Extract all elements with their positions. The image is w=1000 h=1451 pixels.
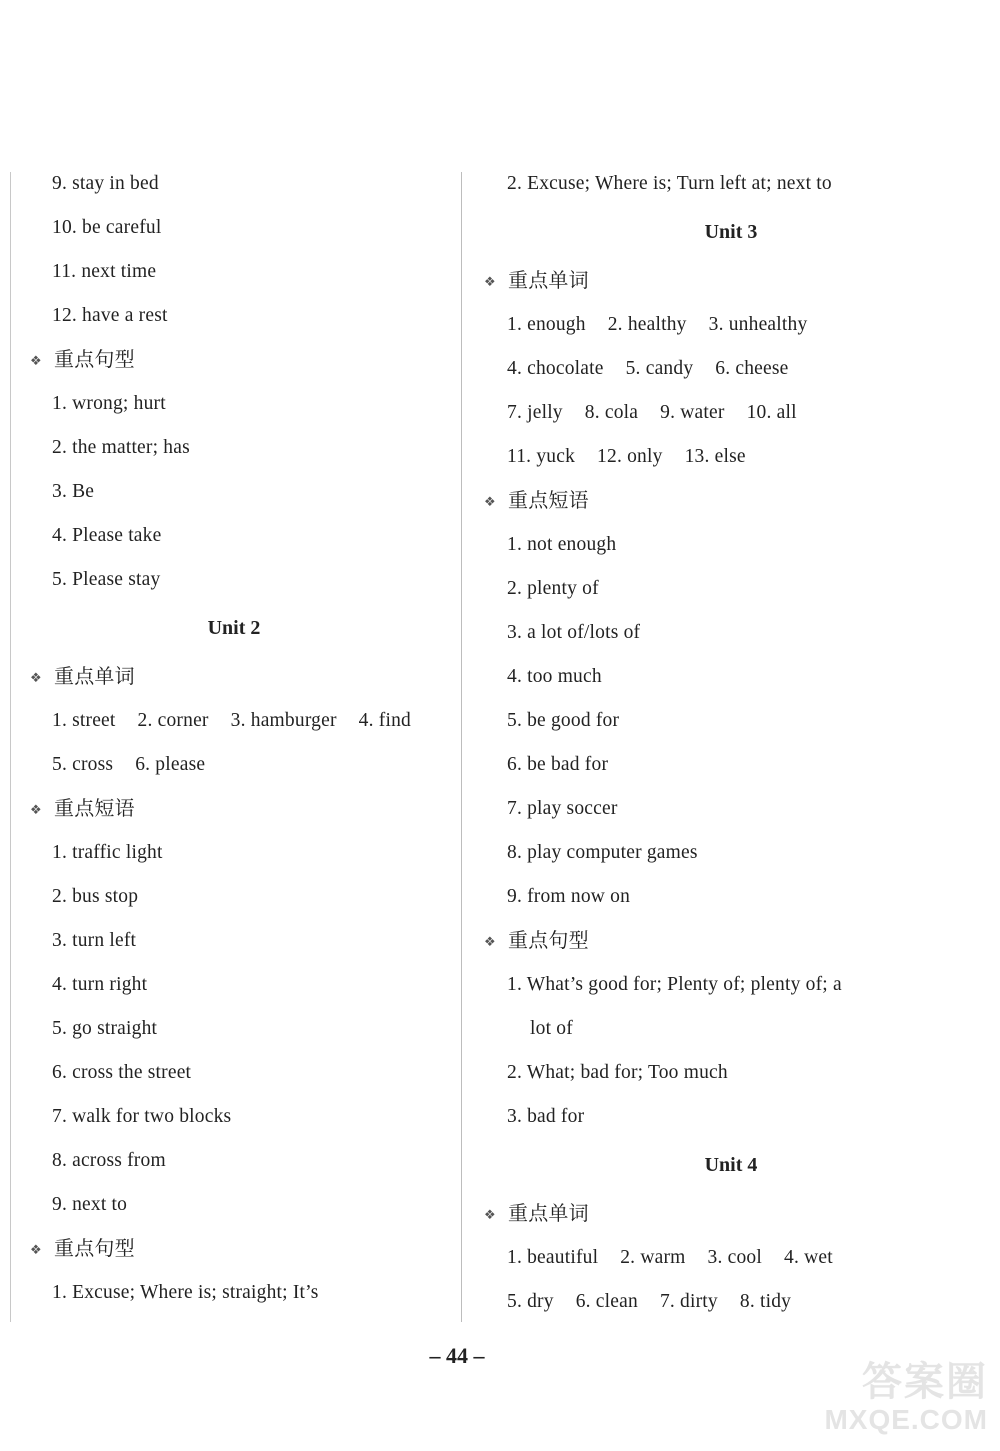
section-heading-text: 重点句型 [508,930,589,952]
word-entry: 3. unhealthy [708,314,808,335]
diamond-bullet-icon: ❖ [484,274,496,289]
diamond-bullet-icon: ❖ [30,353,42,368]
answer-continuation: lot of [530,1018,573,1039]
word-list-line [462,1236,1000,1280]
answer-line: 1. not enough [507,534,617,555]
section-heading [0,655,460,699]
word-entry: 2. healthy [607,314,687,335]
answer-line: 5. Please stay [52,569,161,590]
word-entry: 6. cheese [715,358,789,379]
word-entry: 2. corner [137,710,209,731]
answer-line: 2. Excuse; Where is; Turn left at; next to [507,173,832,194]
answer-line: 3. Be [52,481,95,502]
answer-line: 2. What; bad for; Too much [507,1062,728,1083]
diamond-bullet-icon: ❖ [484,1207,496,1222]
answer-line: 4. turn right [52,974,148,995]
word-entry: 6. clean [575,1291,638,1312]
diamond-bullet-icon: ❖ [30,1242,42,1257]
section-heading [0,338,460,382]
word-entry: 7. dirty [659,1291,718,1312]
diamond-bullet-icon: ❖ [30,802,42,817]
word-list-line [0,743,460,787]
answer-line: 11. next time [52,261,157,282]
word-entry: 11. yuck [507,446,576,467]
word-entry: 4. chocolate [507,358,604,379]
section-heading-text: 重点单词 [54,666,135,688]
answer-line: 5. go straight [52,1018,158,1039]
word-entry: 8. cola [584,402,639,423]
word-entry: 10. all [746,402,797,423]
diamond-bullet-icon: ❖ [30,670,42,685]
answer-line: 9. next to [52,1194,128,1215]
word-entry: 12. only [597,446,663,467]
answer-line: 7. play soccer [507,798,618,819]
word-list-line [462,435,1000,479]
answer-line: 1. Excuse; Where is; straight; It’s [52,1282,319,1303]
word-entry: 5. candy [625,358,694,379]
answer-line: 6. be bad for [507,754,609,775]
word-list-line [462,391,1000,435]
diamond-bullet-icon: ❖ [484,494,496,509]
word-entry: 1. beautiful [507,1247,599,1268]
answer-line: 12. have a rest [52,305,168,326]
section-heading [0,1227,460,1271]
answer-line: 10. be careful [52,217,162,238]
section-heading [462,479,1000,523]
answer-line: 7. walk for two blocks [52,1106,232,1127]
word-entry: 3. hamburger [230,710,337,731]
word-list-line [0,699,460,743]
answer-line: 3. turn left [52,930,137,951]
answer-line: 5. be good for [507,710,620,731]
word-entry: 1. enough [507,314,586,335]
section-heading-text: 重点单词 [508,1203,589,1225]
answer-line: 9. from now on [507,886,631,907]
word-list-line [462,303,1000,347]
section-heading-text: 重点短语 [54,798,135,820]
answer-line: 2. plenty of [507,578,599,599]
word-entry: 6. please [135,754,206,775]
answer-line: 4. too much [507,666,602,687]
page-number: – 44 – [429,1343,485,1368]
word-entry: 7. jelly [507,402,563,423]
answer-line: 1. traffic light [52,842,163,863]
section-heading [462,1192,1000,1236]
section-heading [462,919,1000,963]
word-list-line [462,347,1000,391]
unit-heading: Unit 4 [704,1154,758,1176]
answer-line: 1. What’s good for; Plenty of; plenty of; a [507,974,842,995]
unit-heading: Unit 2 [207,617,261,639]
section-heading [0,787,460,831]
answer-line: 8. play computer games [507,842,698,863]
word-entry: 4. find [358,710,411,731]
answer-line: 9. stay in bed [52,173,159,194]
answer-line: 2. the matter; has [52,437,190,458]
unit-heading: Unit 3 [704,221,758,243]
section-heading-text: 重点句型 [54,349,135,371]
left-column [0,162,460,1315]
answer-line: 8. across from [52,1150,166,1171]
answer-line: 3. a lot of/lots of [507,622,641,643]
word-entry: 3. cool [707,1247,763,1268]
section-heading-text: 重点短语 [508,490,589,512]
word-entry: 9. water [660,402,725,423]
answer-line: 4. Please take [52,525,162,546]
word-entry: 1. street [52,710,116,731]
word-entry: 2. warm [620,1247,686,1268]
answer-line: 6. cross the street [52,1062,192,1083]
section-heading-text: 重点单词 [508,270,589,292]
word-entry: 5. cross [52,754,114,775]
word-entry: 8. tidy [739,1291,792,1312]
section-heading [462,259,1000,303]
word-list-line [462,1280,1000,1324]
watermark-url: MXQE.COM [824,1404,988,1435]
word-entry: 5. dry [507,1291,554,1312]
word-entry: 13. else [684,446,746,467]
section-heading-text: 重点句型 [54,1238,135,1260]
watermark-logo: 答案圈 [862,1360,988,1404]
answer-line: 3. bad for [507,1106,585,1127]
answer-line: 1. wrong; hurt [52,393,166,414]
diamond-bullet-icon: ❖ [484,934,496,949]
word-entry: 4. wet [784,1247,833,1268]
right-column [462,162,1000,1324]
watermark [788,1360,988,1436]
answer-line: 2. bus stop [52,886,139,907]
